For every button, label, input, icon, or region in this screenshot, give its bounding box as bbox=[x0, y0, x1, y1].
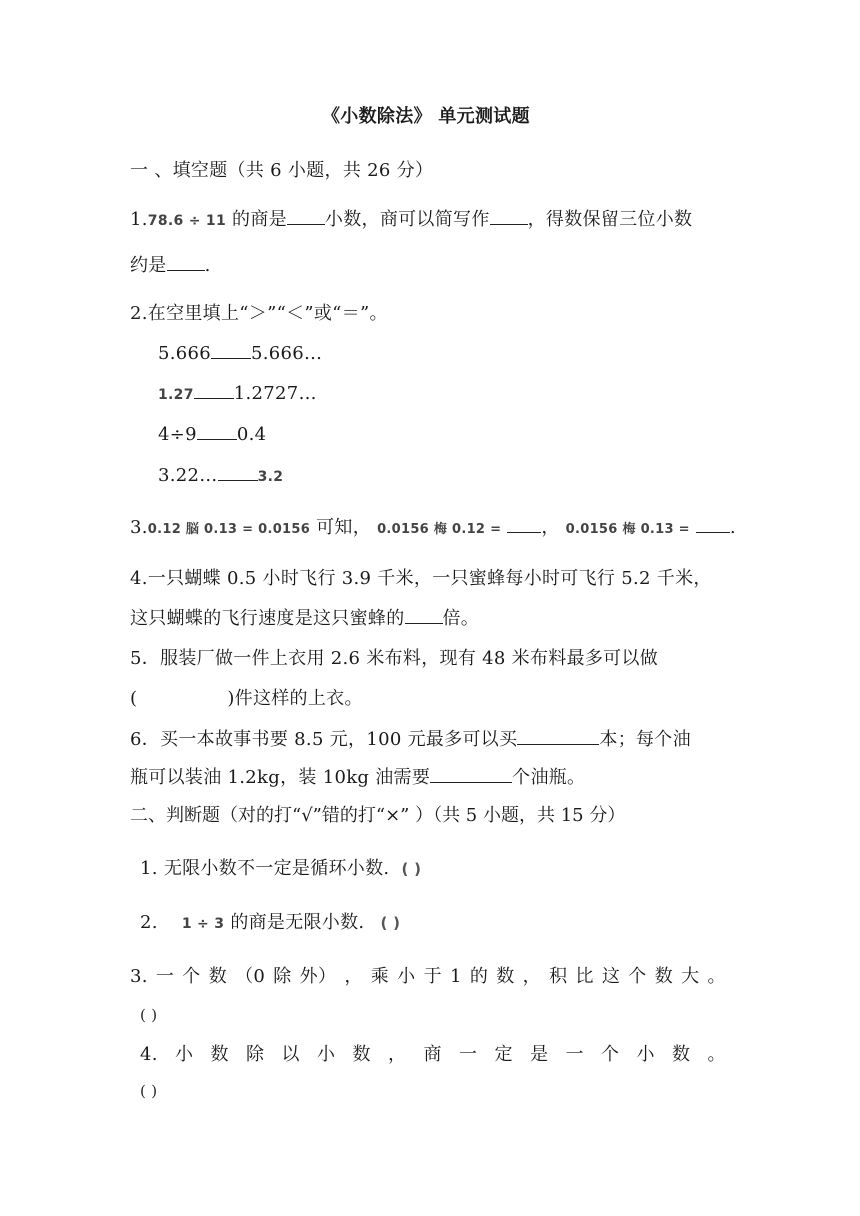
question-char: 数 bbox=[352, 1044, 371, 1065]
compare-left: 5.666 bbox=[158, 343, 212, 364]
compare-left: 3.22… bbox=[158, 465, 218, 486]
question-text: 这只蝴蝶的飞行速度是这只蜜蜂的 bbox=[130, 608, 405, 629]
question-char: 数 bbox=[208, 966, 227, 987]
answer-blank[interactable] bbox=[405, 605, 443, 624]
answer-blank[interactable] bbox=[197, 421, 237, 440]
question-char: 4. bbox=[140, 1044, 158, 1065]
answer-blank[interactable] bbox=[696, 521, 730, 533]
question-char: 。 bbox=[707, 966, 726, 987]
question-6-line-2 bbox=[130, 764, 585, 791]
answer-paren[interactable]: ( ) bbox=[401, 860, 422, 878]
answer-paren[interactable]: ( ) bbox=[140, 1006, 158, 1024]
question-char: 小 bbox=[397, 966, 416, 987]
answer-paren[interactable]: ( ) bbox=[140, 1082, 158, 1100]
question-char: 3. bbox=[130, 966, 148, 987]
answer-blank[interactable] bbox=[507, 521, 541, 533]
question-char: ， bbox=[522, 966, 541, 987]
question-3 bbox=[130, 515, 736, 543]
question-char: 一 bbox=[458, 1044, 478, 1065]
question-4-line-2 bbox=[130, 605, 479, 632]
question-char: 乘 bbox=[370, 966, 390, 987]
question-text: 本；每个油 bbox=[599, 729, 691, 750]
question-char: 数 bbox=[671, 1044, 691, 1065]
question-text: 6．买一本故事书要 8.5 元，100 元最多可以买 bbox=[130, 729, 518, 750]
question-char: ， bbox=[387, 1044, 407, 1065]
question-text: . bbox=[204, 255, 211, 276]
answer-blank[interactable] bbox=[490, 206, 528, 225]
expression-image: 1.27 bbox=[158, 387, 194, 403]
question-char: 小 bbox=[174, 1044, 194, 1065]
compare-left: 4÷9 bbox=[158, 424, 197, 445]
question-char: （0 bbox=[235, 966, 266, 987]
compare-row-4 bbox=[158, 462, 283, 490]
question-text: 的商是 bbox=[232, 209, 287, 230]
question-text: 倍。 bbox=[442, 608, 480, 629]
question-char: 1 bbox=[449, 966, 462, 987]
tf-question-3 bbox=[130, 964, 726, 990]
question-char: 数 bbox=[496, 966, 515, 987]
question-char: 定 bbox=[494, 1044, 513, 1065]
expression-image: 1 ÷ 3 bbox=[181, 916, 225, 932]
question-text: 小数，商可以简写作 bbox=[324, 209, 490, 230]
page-title: 《小数除法》 单元测试题 bbox=[322, 106, 530, 127]
question-2-stem: 2.在空里填上“＞”“＜”或“＝”。 bbox=[130, 303, 388, 324]
question-char: 以 bbox=[281, 1044, 300, 1065]
question-text: 瓶可以装油 1.2kg，装 10kg 油需要 bbox=[130, 767, 431, 788]
question-char: 数 bbox=[210, 1044, 229, 1065]
question-char: 的 bbox=[469, 966, 489, 987]
question-number: 1. bbox=[140, 858, 158, 879]
expression-image: 0.0156 梅 0.12 = bbox=[377, 522, 502, 537]
question-char: 是 bbox=[529, 1044, 549, 1065]
question-text: 的商是无限小数. bbox=[230, 912, 365, 933]
question-5-line-2 bbox=[130, 686, 363, 712]
tf-question-2 bbox=[140, 910, 400, 937]
answer-paren[interactable]: ( ) bbox=[380, 914, 401, 932]
question-char: 个 bbox=[600, 1044, 620, 1065]
question-text: ， bbox=[541, 517, 560, 538]
question-char: 除 bbox=[245, 1044, 265, 1065]
question-char: 比 bbox=[575, 966, 594, 987]
answer-blank[interactable] bbox=[287, 206, 325, 225]
answer-blank[interactable] bbox=[167, 252, 205, 271]
answer-blank[interactable] bbox=[194, 380, 234, 399]
answer-blank[interactable] bbox=[211, 340, 251, 359]
question-char: 一 bbox=[155, 966, 175, 987]
answer-blank[interactable] bbox=[430, 764, 512, 783]
question-5-line-1: 5．服装厂做一件上衣用 2.6 米布料，现有 48 米布料最多可以做 bbox=[130, 648, 659, 669]
compare-row-3 bbox=[158, 421, 266, 448]
expression-image: 3.2 bbox=[257, 469, 284, 485]
tf-question-1 bbox=[140, 856, 421, 882]
question-char: 于 bbox=[423, 966, 442, 987]
compare-right: 1.2727… bbox=[233, 383, 317, 404]
question-char: 积 bbox=[549, 966, 568, 987]
section-heading-true-false: 二、判断题（对的打“√”错的打“×” ）（共 5 小题，共 15 分） bbox=[130, 805, 626, 826]
compare-row-1 bbox=[158, 340, 322, 367]
answer-blank[interactable] bbox=[517, 726, 599, 745]
section-heading-fill-in: 一 、填空题（共 6 小题，共 26 分） bbox=[130, 160, 434, 181]
compare-right: 5.666… bbox=[251, 343, 323, 364]
question-4-line-1: 4.一只蝴蝶 0.5 小时飞行 3.9 千米，一只蜜蜂每小时可飞行 5.2 千米， bbox=[130, 568, 712, 589]
question-text: 无限小数不一定是循环小数. bbox=[163, 858, 390, 879]
answer-blank[interactable] bbox=[218, 462, 258, 481]
question-char: 小 bbox=[316, 1044, 336, 1065]
question-text: . bbox=[729, 517, 736, 538]
question-char: 外） bbox=[299, 966, 337, 987]
question-char: 小 bbox=[636, 1044, 655, 1065]
question-1-line-1 bbox=[130, 206, 692, 234]
question-char: 数 bbox=[654, 966, 673, 987]
question-char: 个 bbox=[182, 966, 201, 987]
tf-question-4 bbox=[140, 1042, 726, 1068]
compare-row-2 bbox=[158, 380, 317, 408]
compare-right: 0.4 bbox=[236, 424, 267, 445]
question-char: 个 bbox=[628, 966, 647, 987]
question-char: 这 bbox=[601, 966, 621, 987]
answer-paren-open: ( bbox=[130, 688, 138, 709]
question-text: 可知， bbox=[316, 517, 372, 538]
expression-image: 0.12 脳 0.13 = 0.0156 bbox=[147, 522, 311, 537]
expression-image: 78.6 ÷ 11 bbox=[147, 213, 226, 229]
question-text: ，得数保留三位小数 bbox=[527, 209, 693, 230]
question-char: ， bbox=[344, 966, 363, 987]
question-char: 一 bbox=[565, 1044, 584, 1065]
expression-image: 0.0156 梅 0.13 = bbox=[565, 522, 690, 537]
question-char: 。 bbox=[707, 1044, 726, 1065]
question-text: )件这样的上衣。 bbox=[227, 688, 363, 709]
question-6-line-1 bbox=[130, 726, 691, 753]
question-text: 约是 bbox=[130, 255, 167, 276]
question-char: 除 bbox=[273, 966, 292, 987]
question-number: 1. bbox=[130, 209, 148, 230]
question-number: 2. bbox=[140, 912, 158, 933]
question-number: 3. bbox=[130, 517, 148, 538]
question-char: 商 bbox=[423, 1044, 442, 1065]
question-text: 个油瓶。 bbox=[512, 767, 586, 788]
question-char: 大 bbox=[681, 966, 700, 987]
question-1-line-2 bbox=[130, 252, 211, 279]
